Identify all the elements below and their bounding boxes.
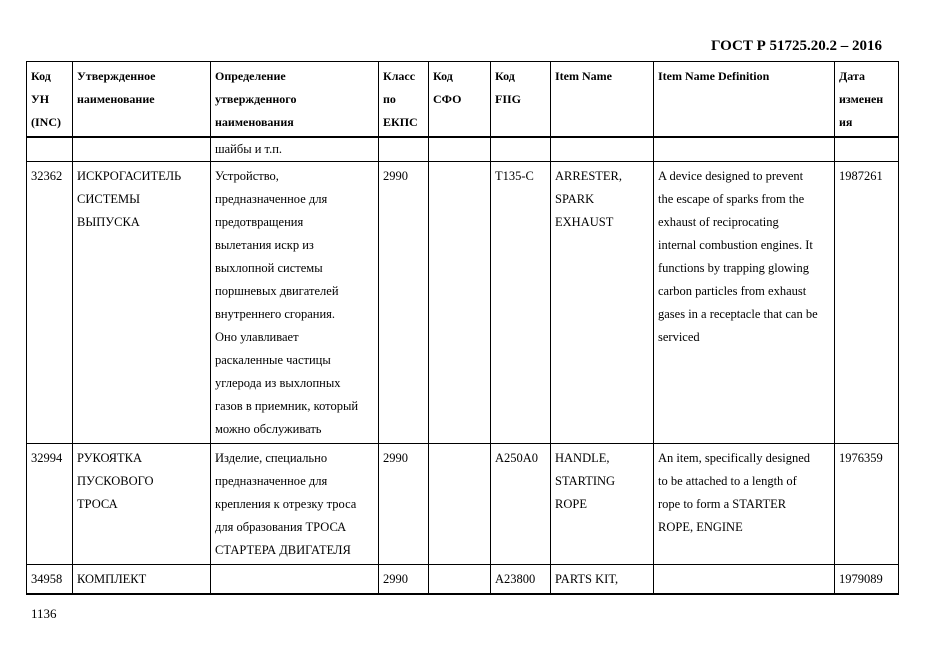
cell-change-date: 1976359 <box>835 444 899 565</box>
cell-inc <box>27 137 73 162</box>
table-row <box>27 444 899 565</box>
cell-sfo-code <box>429 444 491 565</box>
cell-definition: Устройство, предназначенное для предотвращения вылетания искр из выхлопной системы поршневых двигателей внутреннего сгорания. Оно улавливает раскаленные частицы углерода из выхлопных газов в приемник, который можно обслуживать <box>211 162 379 444</box>
header-item-name-definition: Item Name Definition <box>654 62 835 138</box>
cell-definition: Изделие, специально предназначенное для крепления к отрезку троса для образования ТРОСА СТАРТЕРА ДВИГАТЕЛЯ <box>211 444 379 565</box>
cell-class-ekps: 2990 <box>379 444 429 565</box>
table-header-row <box>27 62 899 138</box>
cell-change-date <box>835 137 899 162</box>
cell-fiig-code: A250A0 <box>491 444 551 565</box>
cell-sfo-code <box>429 137 491 162</box>
cell-approved-name: РУКОЯТКА ПУСКОВОГО ТРОСА <box>73 444 211 565</box>
header-inc: Код УН (INC) <box>27 62 73 138</box>
cell-approved-name <box>73 137 211 162</box>
cell-inc: 32994 <box>27 444 73 565</box>
cell-item-name: HANDLE, STARTING ROPE <box>551 444 654 565</box>
cell-approved-name: ИСКРОГАСИТЕЛЬ СИСТЕМЫ ВЫПУСКА <box>73 162 211 444</box>
header-sfo-code: Код СФО <box>429 62 491 138</box>
cell-class-ekps: 2990 <box>379 565 429 595</box>
cell-class-ekps: 2990 <box>379 162 429 444</box>
table-row <box>27 565 899 595</box>
cell-sfo-code <box>429 565 491 595</box>
header-approved-name: Утвержденное наименование <box>73 62 211 138</box>
cell-item-name-definition <box>654 565 835 595</box>
header-class-ekps: Класс по ЕКПС <box>379 62 429 138</box>
header-definition: Определение утвержденного наименования <box>211 62 379 138</box>
cell-item-name-definition <box>654 137 835 162</box>
cell-fiig-code: A23800 <box>491 565 551 595</box>
standard-label: ГОСТ Р 51725.20.2 – 2016 <box>711 38 883 54</box>
page-number: 1136 <box>31 606 57 621</box>
cell-inc: 34958 <box>27 565 73 595</box>
header-fiig-code: Код FIIG <box>491 62 551 138</box>
item-name-table <box>26 61 899 595</box>
cell-item-name: PARTS KIT, <box>551 565 654 595</box>
cell-change-date: 1979089 <box>835 565 899 595</box>
header-change-date: Дата изменен ия <box>835 62 899 138</box>
cell-fiig-code <box>491 137 551 162</box>
cell-definition: шайбы и т.п. <box>211 137 379 162</box>
cell-inc: 32362 <box>27 162 73 444</box>
table-row <box>27 162 899 444</box>
cell-fiig-code: T135-C <box>491 162 551 444</box>
table-row-continuation <box>27 137 899 162</box>
cell-definition <box>211 565 379 595</box>
header-item-name: Item Name <box>551 62 654 138</box>
cell-class-ekps <box>379 137 429 162</box>
cell-item-name <box>551 137 654 162</box>
cell-change-date: 1987261 <box>835 162 899 444</box>
cell-approved-name: КОМПЛЕКТ <box>73 565 211 595</box>
cell-item-name-definition: An item, specifically designed to be attached to a length of rope to form a STARTER ROPE, ENGINE <box>654 444 835 565</box>
cell-item-name: ARRESTER, SPARK EXHAUST <box>551 162 654 444</box>
cell-sfo-code <box>429 162 491 444</box>
cell-item-name-definition: A device designed to prevent the escape of sparks from the exhaust of reciprocating internal combustion engines. It functions by trapping glowing carbon particles from exhaust gases in a receptacle that can be serviced <box>654 162 835 444</box>
